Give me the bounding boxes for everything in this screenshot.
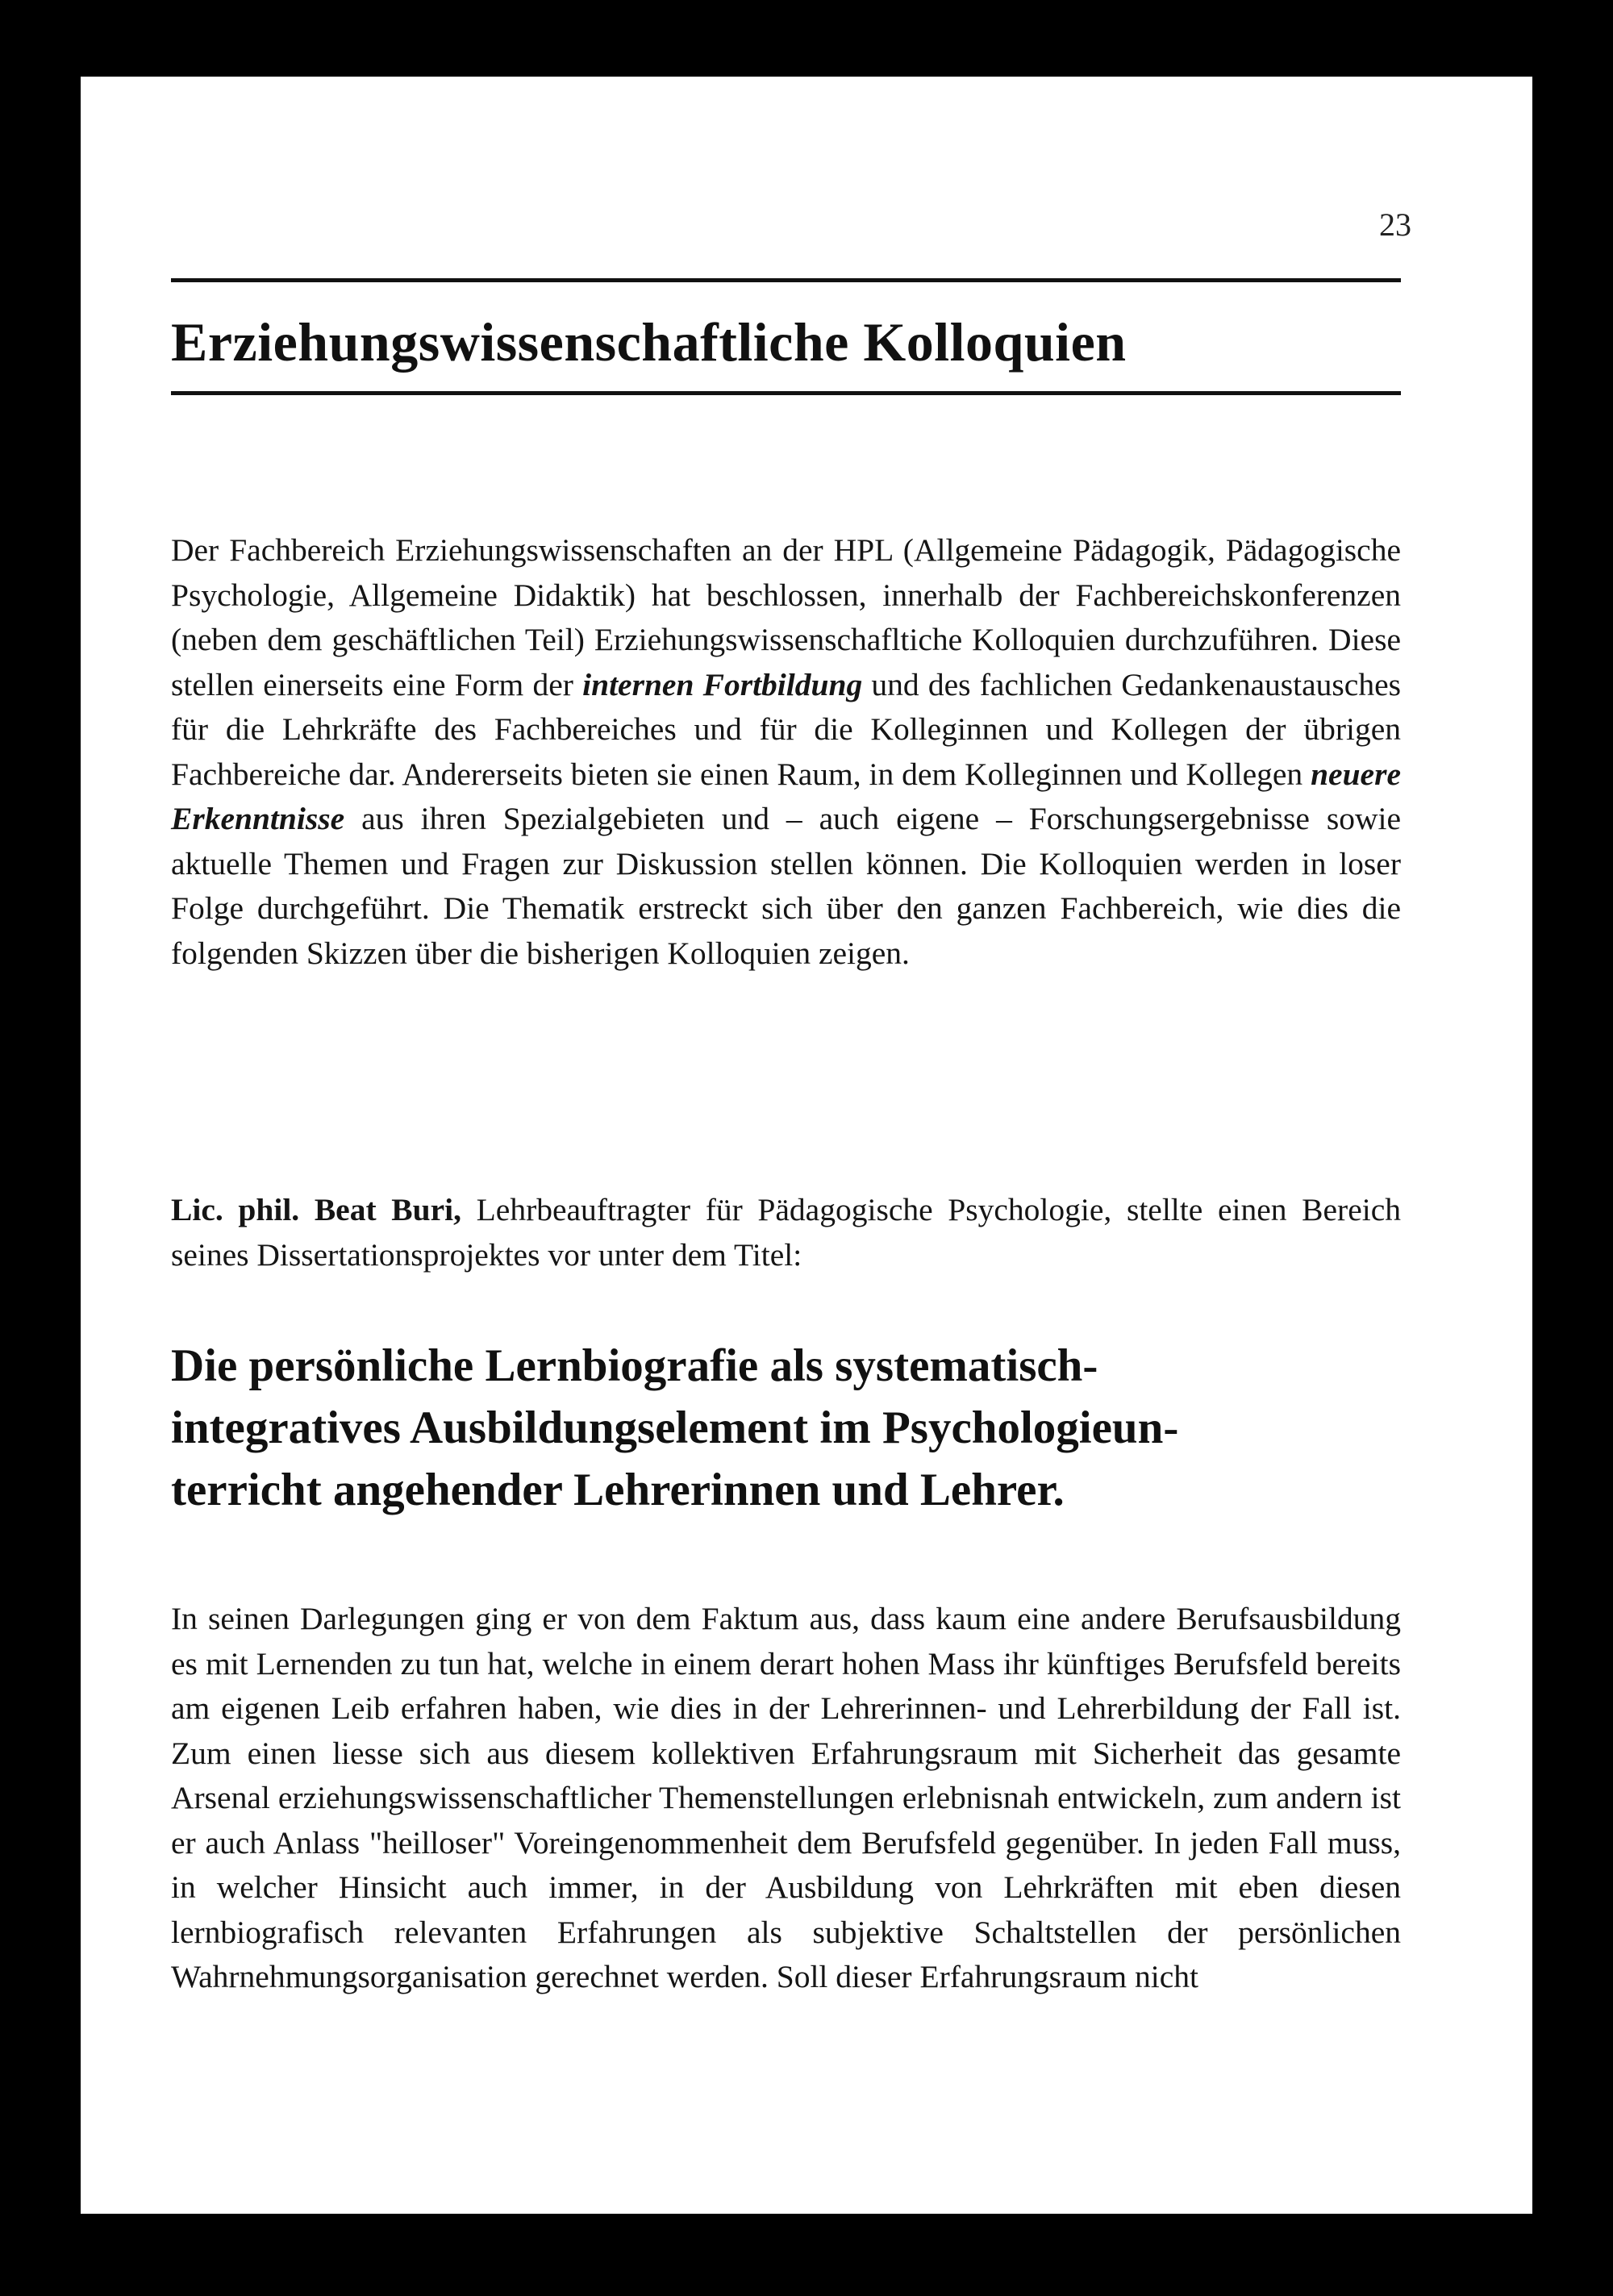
intro-emphasis-new-findings: neuere Erkenntnisse bbox=[171, 756, 1401, 836]
document-page bbox=[81, 77, 1532, 2214]
intro-paragraph bbox=[171, 528, 1401, 976]
talk-title-line-2: integratives Ausbildungselement im Psychologieun- bbox=[171, 1402, 1179, 1453]
talk-title-line-1: Die persönliche Lernbiografie als systematisch- bbox=[171, 1340, 1098, 1391]
chapter-title: Erziehungswissenschaftliche Kolloquien bbox=[171, 311, 1127, 373]
page-number: 23 bbox=[1379, 206, 1411, 243]
speaker-text: Lehrbeauftragter für Pädagogische Psychologie, stellte einen Bereich seines Dissertationsprojektes vor unter dem Titel: bbox=[171, 1192, 1401, 1273]
talk-title-line-3: terricht angehender Lehrerinnen und Lehrer. bbox=[171, 1465, 1065, 1515]
intro-text-3: aus ihren Spezialgebieten und – auch eigene – Forschungsergebnisse sowie aktuelle Themen und Fragen zur Diskussion stellen können. Die Kolloquien werden in loser Folge durchgeführt. Die Thematik erstreckt sich über den ganzen Fachbereich, wie dies die folgenden Skizzen über die bisherigen Kolloquien zeigen. bbox=[171, 801, 1401, 971]
intro-text-1: Der Fachbereich Erziehungswissenschaften an der HPL (Allgemeine Pädagogik, Pädagogische Psychologie, Allgemeine Didaktik) hat beschlossen, innerhalb der Fachbereichskonferenzen (neben dem geschäftlichen Teil) Erziehungswissenschafltiche Kolloquien durchzuführen. Diese stellen einerseits eine Form der bbox=[171, 532, 1401, 702]
title-rule-top bbox=[171, 278, 1401, 282]
title-rule-bottom bbox=[171, 391, 1401, 395]
talk-title bbox=[171, 1335, 1413, 1521]
speaker-paragraph bbox=[171, 1188, 1401, 1277]
intro-emphasis-internal-training: internen Fortbildung bbox=[582, 666, 863, 702]
intro-text-2: und des fachlichen Gedankenaustausches für die Lehrkräfte des Fachbereiches und für die Kolleginnen und Kollegen der übrigen Fachbereiche dar. Andererseits bieten sie einen Raum, in dem Kolleginnen und Kollegen bbox=[171, 666, 1401, 792]
body-paragraph: In seinen Darlegungen ging er von dem Faktum aus, dass kaum eine andere Berufsausbildung es mit Lernenden zu tun hat, welche in einem derart hohen Mass ihr künftiges Berufsfeld bereits am eigenen Leib erfahren haben, wie dies in der Lehrerinnen- und Lehrerbildung der Fall ist. Zum einen liesse sich aus diesem kollektiven Erfahrungsraum mit Sicherheit das gesamte Arsenal erziehungswissenschaftlicher Themenstellungen erlebnisnah entwickeln, zum andern ist er auch Anlass "heilloser" Voreingenommenheit dem Berufsfeld gegenüber. In jeden Fall muss, in welcher Hinsicht auch immer, in der Ausbildung von Lehrkräften mit eben diesen lernbiografisch relevanten Erfahrungen als subjektive Schaltstellen der persönlichen Wahrnehmungsorganisation gerechnet werden. Soll dieser Erfahrungsraum nicht bbox=[171, 1601, 1401, 1994]
speaker-name: Lic. phil. Beat Buri, bbox=[171, 1192, 461, 1227]
